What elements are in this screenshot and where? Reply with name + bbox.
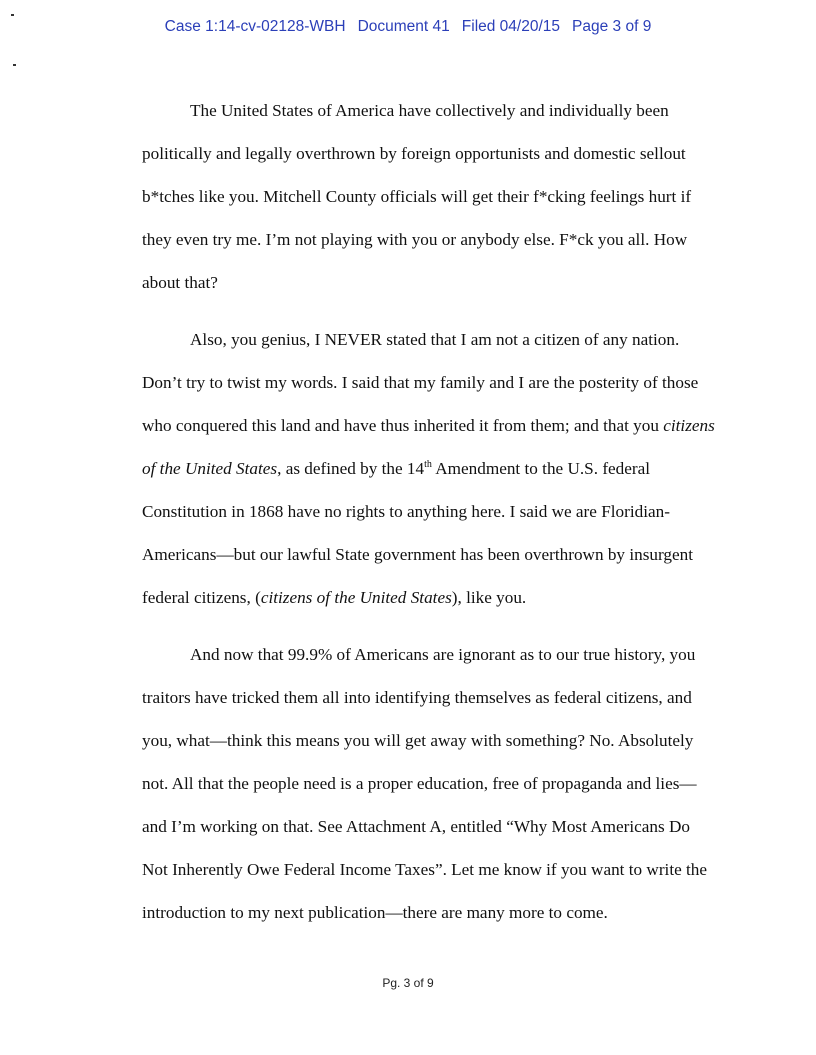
- page-footer: Pg. 3 of 9: [382, 976, 434, 990]
- paragraph-1: [94, 89, 724, 304]
- text-run: , as defined by the 14: [277, 459, 425, 478]
- text-run: ), like you.: [451, 588, 527, 607]
- text-line: And now that 99.9% of Americans are ignorant as to our true history, you: [190, 645, 696, 664]
- text-line: Not Inherently Owe Federal Income Taxes”. Let me know if you want to write the: [142, 860, 708, 879]
- text-run: who conquered this land and have thus inherited it from them; and that you: [142, 416, 664, 435]
- text-line: politically and legally overthrown by foreign opportunists and domestic sellout: [142, 144, 686, 163]
- text-line: introduction to my next publication—there are many more to come.: [142, 903, 608, 922]
- italic-run: of the United States: [142, 459, 278, 478]
- text-line: The United States of America have collectively and individually been: [190, 101, 669, 120]
- superscript: th: [424, 459, 432, 470]
- italic-run: citizens of the United States: [260, 588, 452, 607]
- text-line: about that?: [142, 273, 218, 292]
- document-number: Document 41: [357, 18, 450, 35]
- text-line: [94, 447, 724, 490]
- paragraph-2: [94, 318, 724, 619]
- italic-run: citizens: [663, 416, 715, 435]
- scan-speck: [13, 64, 16, 66]
- text-line: traitors have tricked them all into identifying themselves as federal citizens, and: [142, 688, 692, 707]
- text-line: [94, 576, 724, 619]
- text-line: Also, you genius, I NEVER stated that I am not a citizen of any nation.: [190, 330, 680, 349]
- page-count: Page 3 of 9: [572, 18, 652, 35]
- text-line: b*tches like you. Mitchell County officials will get their f*cking feelings hurt if: [142, 187, 692, 206]
- text-line: Americans—but our lawful State government has been overthrown by insurgent: [142, 545, 693, 564]
- text-line: not. All that the people need is a proper education, free of propaganda and lies—: [142, 774, 697, 793]
- letter-body: [94, 89, 724, 948]
- text-line: they even try me. I’m not playing with you or anybody else. F*ck you all. How: [142, 230, 688, 249]
- scan-speck: [11, 14, 14, 16]
- paragraph-3: [94, 633, 724, 934]
- text-line: and I’m working on that. See Attachment A, entitled “Why Most Americans Do: [142, 817, 690, 836]
- text-line: Constitution in 1868 have no rights to anything here. I said we are Floridian-: [142, 502, 670, 521]
- case-number: Case 1:14-cv-02128-WBH: [164, 18, 346, 35]
- filed-date: Filed 04/20/15: [461, 18, 561, 35]
- text-run: Amendment to the U.S. federal: [431, 459, 651, 478]
- text-run: federal citizens, (: [142, 588, 261, 607]
- ecf-header: [0, 18, 816, 36]
- text-line: [94, 404, 724, 447]
- text-line: Don’t try to twist my words. I said that my family and I are the posterity of those: [142, 373, 699, 392]
- text-line: you, what—think this means you will get away with something? No. Absolutely: [142, 731, 694, 750]
